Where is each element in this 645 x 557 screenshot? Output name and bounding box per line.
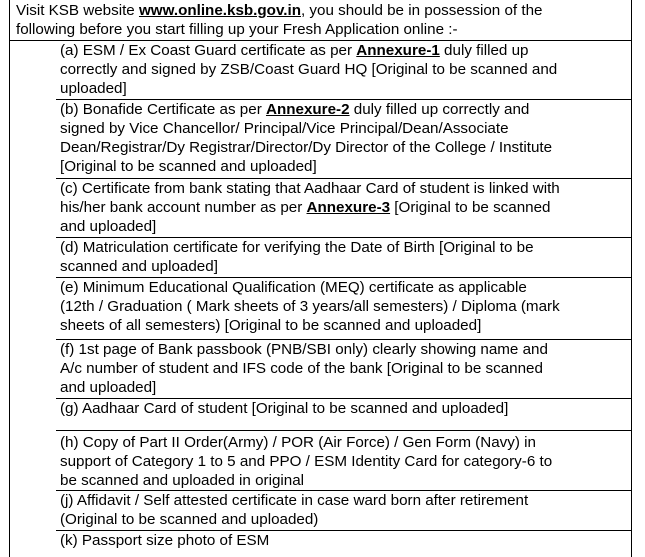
- list-item-f: [56, 339, 632, 398]
- table-divider: [9, 40, 632, 41]
- list-item-b: [56, 99, 632, 178]
- item-line: (g) Aadhaar Card of student [Original to be scanned and uploaded]: [60, 400, 509, 417]
- item-line: [56, 198, 632, 217]
- item-line: [Original to be scanned and uploaded]: [60, 158, 317, 175]
- item-line: (c) Certificate from bank stating that Aadhaar Card of student is linked with: [60, 180, 560, 197]
- item-line: be scanned and uploaded in original: [60, 472, 305, 489]
- item-line: [56, 41, 632, 60]
- item-line: support of Category 1 to 5 and PPO / ESM Identity Card for category-6 to: [60, 453, 553, 470]
- list-item-c: [56, 178, 632, 237]
- list-item-k: [56, 530, 632, 557]
- item-line: correctly and signed by ZSB/Coast Guard HQ [Original to be scanned and: [60, 61, 558, 78]
- item-text: (a) ESM / Ex Coast Guard certificate as per: [60, 42, 357, 59]
- item-line: (j) Affidavit / Self attested certificate in case ward born after retirement: [60, 492, 529, 509]
- item-line: sheets of all semesters) [Original to be scanned and uploaded]: [60, 317, 482, 334]
- list-item-e: [56, 277, 632, 339]
- item-line: (k) Passport size photo of ESM: [60, 532, 270, 549]
- list-item-d: [56, 237, 632, 277]
- intro-paragraph: [16, 1, 636, 39]
- item-line: (h) Copy of Part II Order(Army) / POR (Air Force) / Gen Form (Navy) in: [60, 434, 536, 451]
- list-item-j: [56, 490, 632, 530]
- intro-line-1: [16, 1, 636, 20]
- intro-text: , you should be in possession of the: [300, 2, 543, 19]
- item-line: (d) Matriculation certificate for verifying the Date of Birth [Original to be: [60, 239, 534, 256]
- item-text: duly filled up: [439, 42, 529, 59]
- item-line: (e) Minimum Educational Qualification (MEQ) certificate as applicable: [60, 279, 527, 296]
- intro-line-2: following before you start filling up your Fresh Application online :-: [16, 21, 458, 38]
- list-item-h: [56, 430, 632, 490]
- item-line: signed by Vice Chancellor/ Principal/Vice Principal/Dean/Associate: [60, 120, 509, 137]
- list-item-a: [56, 40, 632, 99]
- item-text: [Original to be scanned: [390, 199, 551, 216]
- item-line: scanned and uploaded]: [60, 258, 218, 275]
- annexure-1-link[interactable]: Annexure-1: [356, 42, 440, 59]
- intro-text: Visit KSB website: [16, 2, 139, 19]
- annexure-3-link[interactable]: Annexure-3: [306, 199, 391, 216]
- item-text: his/her bank account number as per: [60, 199, 307, 216]
- item-text: (b) Bonafide Certificate as per: [60, 101, 266, 118]
- item-line: A/c number of student and IFS code of the bank [Original to be scanned: [60, 360, 543, 377]
- item-text: duly filled up correctly and: [349, 101, 530, 118]
- list-item-g: [56, 398, 632, 430]
- item-line: and uploaded]: [60, 218, 157, 235]
- item-line: uploaded]: [60, 80, 127, 97]
- item-line: [56, 100, 632, 119]
- ksb-website-link[interactable]: www.online.ksb.gov.in: [138, 2, 301, 19]
- annexure-2-link[interactable]: Annexure-2: [265, 101, 350, 118]
- item-line: (12th / Graduation ( Mark sheets of 3 years/all semesters) / Diploma (mark: [60, 298, 560, 315]
- item-line: (f) 1st page of Bank passbook (PNB/SBI only) clearly showing name and: [60, 341, 548, 358]
- item-line: (Original to be scanned and uploaded): [60, 511, 319, 528]
- item-line: Dean/Registrar/Dy Registrar/Director/Dy Director of the College / Institute: [60, 139, 553, 156]
- item-line: and uploaded]: [60, 379, 157, 396]
